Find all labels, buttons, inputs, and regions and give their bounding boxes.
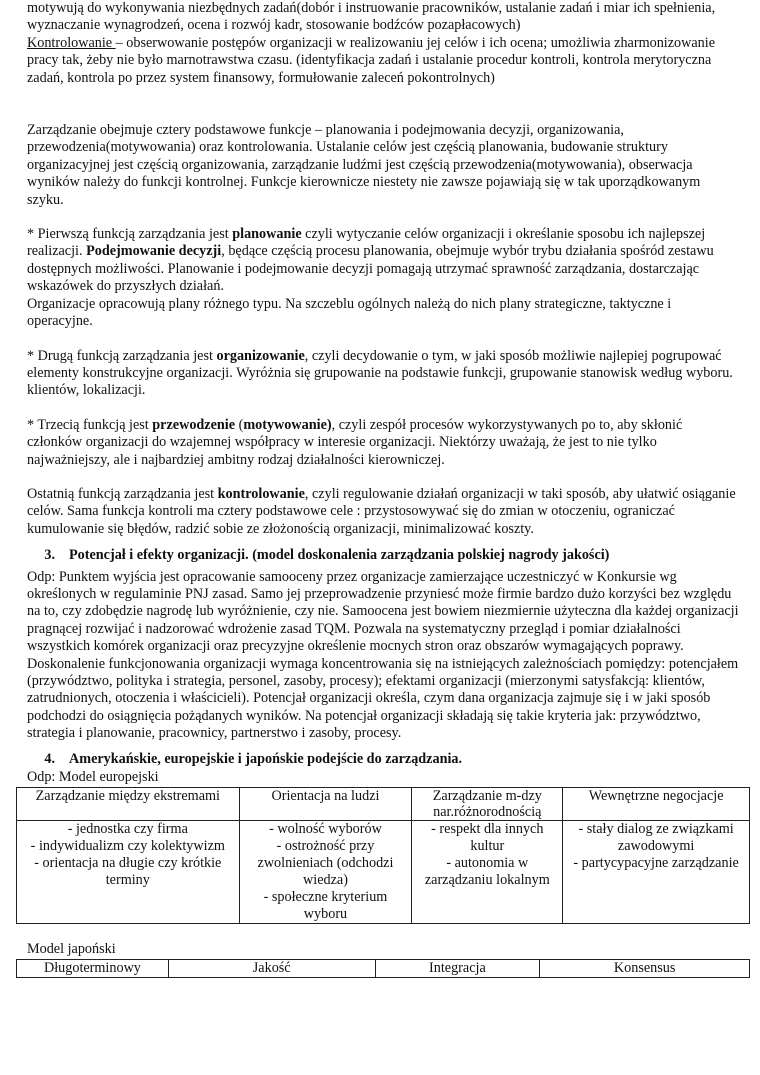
table-europe-wrap (27, 786, 739, 941)
paragraph-motivating (27, 0, 739, 87)
section-number: 3. (44, 547, 55, 564)
cell-line: - autonomia w zarządzaniu lokalnym (424, 855, 550, 889)
table-row (17, 821, 750, 924)
table-header-cell: Zarządzanie między ekstremami (17, 788, 240, 821)
paragraph-text: motywują do wykonywania niezbędnych zadań(dobór i instruowanie pracowników, ustalanie zadań i miar ich spełnienia, wyznaczanie wynagrodzeń, ocena i rozwój kadr, stosowanie bodźców pozapłacowych) (27, 0, 716, 34)
bold-term: kontrolowanie (217, 485, 305, 502)
bold-term: Podejmowanie decyzji (86, 243, 222, 260)
text-run: , czyli decydowanie o tym, w jaki sposób możliwie najlepiej pogrupować elementy konstrukcyjne organizacji. Wyróżnia się grupowanie na podstawie funkcji, grupowanie stanowisk według wyboru. klientów, lokalizacji. (27, 347, 733, 399)
table-header-cell: Zarządzanie m-dzy nar.różnorodnością (412, 788, 563, 821)
cell-line: - ostrożność przy zwolnieniach (odchodzi wiedza) (257, 838, 394, 889)
table-cell: Długoterminowy (17, 959, 169, 977)
cell-line: - respekt dla innych kultur (431, 821, 544, 855)
table-header-cell: Wewnętrzne negocjacje (563, 788, 750, 821)
paragraph-controlling (27, 486, 739, 538)
cell-line: - wolność wyborów (269, 821, 382, 838)
table-cell: Jakość (168, 959, 375, 977)
section-title: Potencjał i efekty organizacji. (model doskonalenia zarządzania polskiej nagrody jakości) (69, 547, 610, 564)
text-run: czyli wytyczanie celów organizacji i określanie sposobu ich najlepszej realizacji. (27, 226, 706, 260)
section-number: 4. (44, 750, 55, 767)
bold-term: przewodzenie (152, 416, 236, 433)
cell-line: - indywidualizm czy kolektywizm (30, 838, 225, 855)
paragraph-four-functions: Zarządzanie obejmuje cztery podstawowe funkcje – planowania i podejmowania decyzji, organizowania, przewodzenia(motywowania) oraz kontrolowania. Ustalanie celów jest częścią planowania, budowanie struktury organizacyjnej jest częścią organizowania, zarządzanie ludźmi jest częścią przewodzenia(motywowania), obserwacja wyników należy do funkcji kontrolnej. Funkcje kierownicze niestety nie zawsze pojawiają się w tak uporządkowanym szyku. (27, 122, 701, 208)
table-row (17, 959, 750, 977)
table-cell (412, 821, 563, 924)
bold-term: planowanie (232, 226, 302, 243)
table-europe-model (16, 787, 750, 924)
cell-line: - jednostka czy firma (67, 821, 188, 838)
table-cell (17, 821, 240, 924)
table-cell (239, 821, 412, 924)
table-japan-model (16, 959, 750, 978)
table-cell: Integracja (375, 959, 540, 977)
model-japan-label: Model japoński (27, 941, 116, 958)
section-heading-3 (27, 547, 739, 564)
text-run: , czyli zespół procesów wykorzystywanych po to, aby skłonić członków organizacji do wzajemnej współpracy w interesie organizacji. Niektórzy uważają, że jest to nie tylko najważniejszy, ale i najbardziej ambitny rodzaj działalności kierowniczej. (27, 416, 683, 468)
model-europe-label: Odp: Model europejski (27, 769, 159, 786)
text-run: * Drugą funkcją zarządzania jest (27, 347, 217, 364)
term-kontrolowanie: Kontrolowanie (27, 34, 116, 51)
paragraph-organizing (27, 348, 739, 400)
text-run: , będące częścią procesu planowania, obejmuje wybór trybu działania spośród zestawu dostępnych możliwości. Planowanie i podejmowanie decyzji pomagają utrzymać sprawność zarządzania, dostarczając wskazówek do przyszłych działań. (27, 243, 714, 295)
bold-term: organizowanie (216, 347, 305, 364)
cell-line: - stały dialog ze związkami zawodowymi (578, 821, 734, 855)
bold-term: motywowanie) (243, 416, 332, 433)
paragraph-potential: Odp: Punktem wyjścia jest opracowanie samooceny przez organizacje zamierzające uczestniczyć w Konkursie wg określonych w regulaminie PNJ zasad. Samo jej przeprowadzenie przyniesć może firmie bardzo dużo korzyści bez względu na to, czy zdobędzie nagrodę lub wyróżnienie, czy nie. Samoocena jest bowiem niezmiernie użyteczna dla każdej organizacji pragnącej rozwijać i nadzorować wdrożenie zasad TQM. Pozwala na systematyczny przegląd i pomiar działalności wszystkich komórek organizacji oraz precyzyjne określenie mocnych stron oraz obszarów wymagających poprawy. Doskonalenie funkcjonowania organizacji wymaga koncentrowania się na istniejących zależnościach pomiędzy: potencjałem (przywództwo, polityka i strategia, personel, zasoby, procesy); efektami organizacji (mierzonymi satysfakcją: klientów, zatrudnionych, otoczenia i właścicieli). Potencjał organizacji określa, czym dana organizacja zajmuje się i w jaki sposób podchodzi do osiągnięcia pożądanych wyników. Na potencjał organizacji składają się takie kryteria jak: przywództwo, strategia i planowanie, pracownicy, partnerstwo i zasoby, procesy. (27, 568, 739, 742)
paragraph-leading (27, 417, 739, 469)
document-page (27, 0, 739, 978)
text-run: ( (235, 416, 244, 433)
paragraph-text: – obserwowanie postępów organizacji w realizowaniu jej celów i ich ocena; umożliwia zharmonizowanie pracy tak, żeby nie było marnotrawstwa czasu. (identyfikacja zadań i ustalanie procedur kontroli, kontrola merytoryczna zadań, kontrola po przez system finansowy, formułowanie zaleceń pokontrolnych) (27, 34, 715, 86)
section-heading-4 (27, 751, 739, 768)
text-run: , czyli regulowanie działań organizacji w taki sposób, aby ułatwić osiąganie celów. Sama funkcja kontroli ma cztery podstawowe cele : przystosowywać się do zmian w otoczeniu, ograniczać kumulowanie się błędów, radzić sobie ze złożonością organizacji, minimalizować koszty. (27, 485, 736, 537)
table-cell: Konsensus (540, 959, 750, 977)
cell-line: - społeczne kryterium wyboru (263, 889, 388, 923)
cell-line: - partycypacyjne zarządzanie (573, 855, 739, 872)
table-header-row (17, 788, 750, 821)
cell-line: - orientacja na długie czy krótkie terminy (34, 855, 222, 889)
paragraph-planning (27, 226, 739, 330)
text-run: * Trzecią funkcją jest (27, 416, 153, 433)
text-run: Ostatnią funkcją zarządzania jest (27, 485, 218, 502)
text-run: * Pierwszą funkcją zarządzania jest (27, 226, 233, 243)
table-header-cell: Orientacja na ludzi (239, 788, 412, 821)
section-title: Amerykańskie, europejskie i japońskie podejście do zarządzania. (69, 750, 463, 767)
table-cell (563, 821, 750, 924)
text-run: Organizacje opracowują plany różnego typu. Na szczeblu ogólnych należą do nich plany strategiczne, taktyczne i operacyjne. (27, 295, 672, 330)
